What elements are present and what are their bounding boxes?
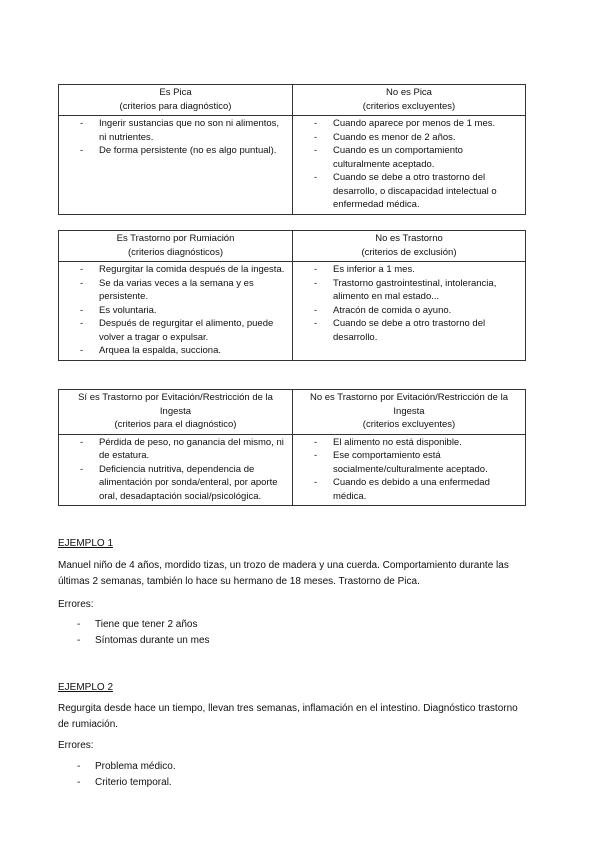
example2-errors-label: Errores:: [58, 740, 94, 751]
example1-errors-list: [58, 617, 210, 649]
arfid-include-cell: [59, 434, 293, 506]
list-item: - Criterio temporal.: [58, 775, 176, 791]
list-item: - Regurgitar la comida después de la ingesta.: [63, 263, 288, 277]
list-item: - Cuando es menor de 2 años.: [297, 131, 521, 145]
example1-heading: EJEMPLO 1: [58, 538, 114, 549]
rumination-exclude-header: No es Trastorno (criterios de exclusión): [293, 231, 526, 262]
arfid-include-header: Sí es Trastorno por Evitación/Restricción de la Ingesta (criterios para el diagnóstico): [59, 390, 293, 435]
list-item: - Cuando aparece por menos de 1 mes.: [297, 117, 521, 131]
list-item: - Cuando se debe a otro trastorno del desarrollo, o discapacidad intelectual o enfermedad médica.: [297, 171, 521, 212]
rumination-include-header: Es Trastorno por Rumiación (criterios diagnósticos): [59, 231, 293, 262]
example1-text: Manuel niño de 4 años, mordido tizas, un trozo de madera y una cuerda. Comportamiento durante las últimas 2 semanas, también lo hace su hermano de 18 meses. Trastorno de Pica.: [58, 560, 509, 587]
list-item: - Atracón de comida o ayuno.: [297, 304, 521, 318]
example1-errors-label: Errores:: [58, 599, 94, 610]
list-item: - Ingerir sustancias que no son ni alimentos, ni nutrientes.: [63, 117, 288, 144]
pica-exclude-cell: [293, 116, 526, 215]
arfid-exclude-header: No es Trastorno por Evitación/Restricción de la Ingesta (criterios excluyentes): [293, 390, 526, 435]
list-item: - Se da varias veces a la semana y es persistente.: [63, 277, 288, 304]
list-item: - Síntomas durante un mes: [58, 633, 210, 649]
list-item: - Cuando es debido a una enfermedad médica.: [297, 476, 521, 503]
list-item: - Pérdida de peso, no ganancia del mismo, ni de estatura.: [63, 436, 288, 463]
list-item: - Problema médico.: [58, 759, 176, 775]
arfid-criteria-table: [58, 389, 526, 506]
list-item: - Deficiencia nutritiva, dependencia de alimentación por sonda/enteral, por aporte oral, desadaptación social/psicológica.: [63, 463, 288, 504]
list-item: - Cuando es un comportamiento culturalmente aceptado.: [297, 144, 521, 171]
list-item: - Tiene que tener 2 años: [58, 617, 210, 633]
list-item: - Arquea la espalda, succiona.: [63, 344, 288, 358]
list-item: - Es voluntaria.: [63, 304, 288, 318]
list-item: - Cuando se debe a otro trastorno del desarrollo.: [297, 317, 521, 344]
pica-criteria-table: [58, 84, 526, 215]
pica-exclude-header: No es Pica (criterios excluyentes): [293, 85, 526, 116]
list-item: - Después de regurgitar el alimento, puede volver a tragar o expulsar.: [63, 317, 288, 344]
rumination-criteria-table: [58, 230, 526, 361]
list-item: - El alimento no está disponible.: [297, 436, 521, 450]
pica-include-cell: [59, 116, 293, 215]
list-item: - Es inferior a 1 mes.: [297, 263, 521, 277]
list-item: - Trastorno gastrointestinal, intolerancia, alimento en mal estado...: [297, 277, 521, 304]
arfid-exclude-cell: [293, 434, 526, 506]
example2-text: Regurgita desde hace un tiempo, llevan tres semanas, inflamación en el intestino. Diagnóstico trastorno de rumiación.: [58, 703, 518, 730]
example2-heading: EJEMPLO 2: [58, 682, 114, 693]
list-item: - De forma persistente (no es algo puntual).: [63, 144, 288, 158]
rumination-exclude-cell: [293, 262, 526, 361]
rumination-include-cell: [59, 262, 293, 361]
list-item: - Ese comportamiento está socialmente/culturalmente aceptado.: [297, 449, 521, 476]
example2-errors-list: [58, 759, 176, 791]
pica-include-header: Es Pica (criterios para diagnóstico): [59, 85, 293, 116]
